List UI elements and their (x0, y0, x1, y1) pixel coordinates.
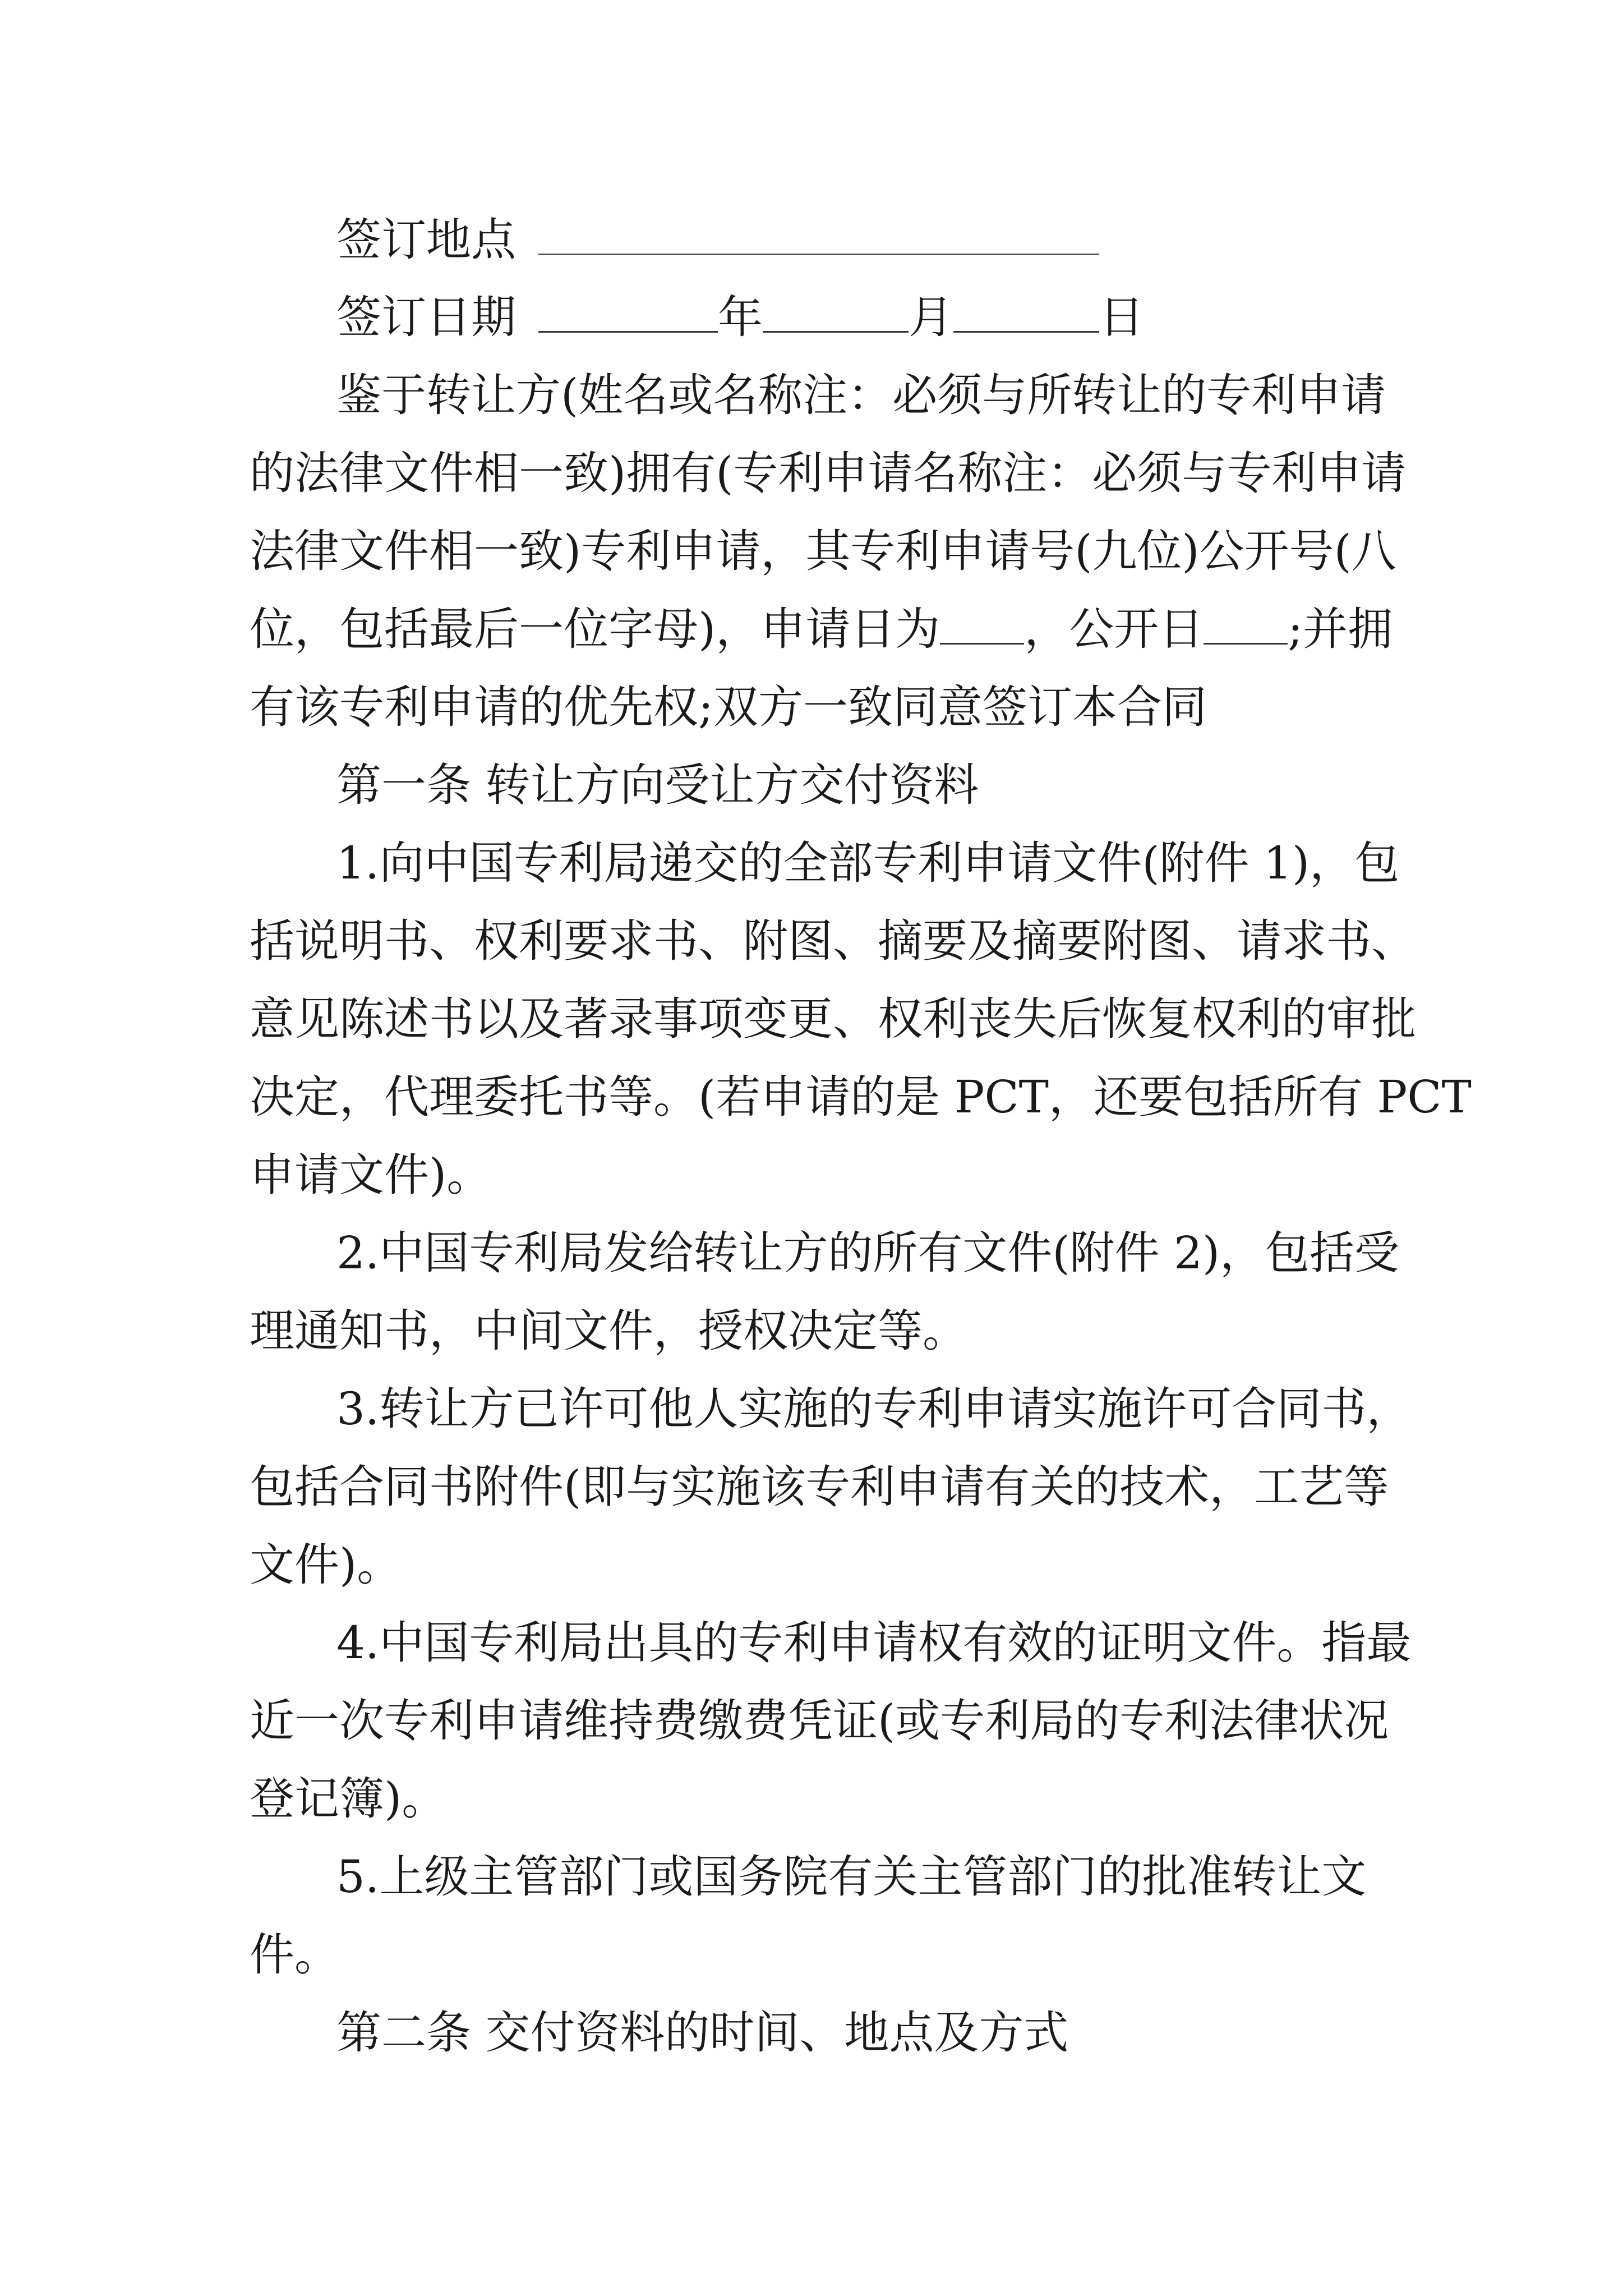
signing-date-line (336, 284, 1144, 351)
publication-date-blank (1204, 609, 1288, 645)
item3-line-2: 包括合同书附件(即与实施该专利申请有关的技术，工艺等 (250, 1461, 1389, 1513)
item1-line-4: 决定，代理委托书等。(若申请的是 PCT，还要包括所有 PCT (250, 1071, 1472, 1123)
item5-line-2: 件。 (250, 1929, 339, 1981)
year-char: 年 (718, 291, 763, 343)
article2-heading: 第二条 交付资料的时间、地点及方式 (336, 2007, 1069, 2059)
item2-line-1: 2.中国专利局发给转让方的所有文件(附件 2)，包括受 (336, 1227, 1400, 1279)
intro-line-4-part-c: ;并拥 (1288, 603, 1393, 655)
intro-line-3: 法律文件相一致)专利申请，其专利申请号(九位)公开号(八 (250, 525, 1396, 577)
item1-line-5: 申请文件)。 (250, 1149, 492, 1201)
item5-line-1: 5.上级主管部门或国务院有关主管部门的批准转让文 (336, 1851, 1367, 1903)
intro-line-4-part-a: 位，包括最后一位字母)，申请日为 (250, 603, 940, 655)
day-char: 日 (1099, 291, 1144, 343)
signing-place-blank (538, 220, 1099, 255)
item3-line-1: 3.转让方已许可他人实施的专利申请实施许可合同书， (336, 1383, 1412, 1435)
item1-line-3: 意见陈述书以及著录事项变更、权利丧失后恢复权利的审批 (250, 993, 1416, 1045)
item4-line-2: 近一次专利申请维持费缴费凭证(或专利局的专利法律状况 (250, 1695, 1389, 1747)
item3-line-3: 文件)。 (250, 1539, 402, 1591)
article1-heading: 第一条 转让方向受让方交付资料 (336, 759, 979, 811)
item4-line-1: 4.中国专利局出具的专利申请权有效的证明文件。指最 (336, 1617, 1412, 1669)
item4-line-3: 登记簿)。 (250, 1773, 447, 1825)
item1-line-1: 1.向中国专利局递交的全部专利申请文件(附件 1)，包 (336, 837, 1400, 889)
intro-line-4 (250, 596, 1393, 663)
year-blank (538, 297, 718, 333)
item1-line-2: 括说明书、权利要求书、附图、摘要及摘要附图、请求书、 (250, 915, 1416, 967)
intro-line-1: 鉴于转让方(姓名或名称注：必须与所转让的专利申请 (336, 369, 1386, 421)
signing-place-line (336, 206, 1099, 274)
day-blank (953, 297, 1099, 333)
intro-line-2: 的法律文件相一致)拥有(专利申请名称注：必须与专利申请 (250, 447, 1407, 499)
month-blank (763, 297, 909, 333)
month-char: 月 (909, 291, 953, 343)
signing-date-label: 签订日期 (336, 291, 516, 343)
intro-line-4-part-b: ，公开日 (1024, 603, 1204, 655)
application-date-blank (940, 609, 1024, 645)
signing-place-label: 签订地点 (336, 214, 516, 266)
intro-line-5: 有该专利申请的优先权;双方一致同意签订本合同 (250, 681, 1207, 733)
item2-line-2: 理通知书，中间文件，授权决定等。 (250, 1305, 967, 1357)
